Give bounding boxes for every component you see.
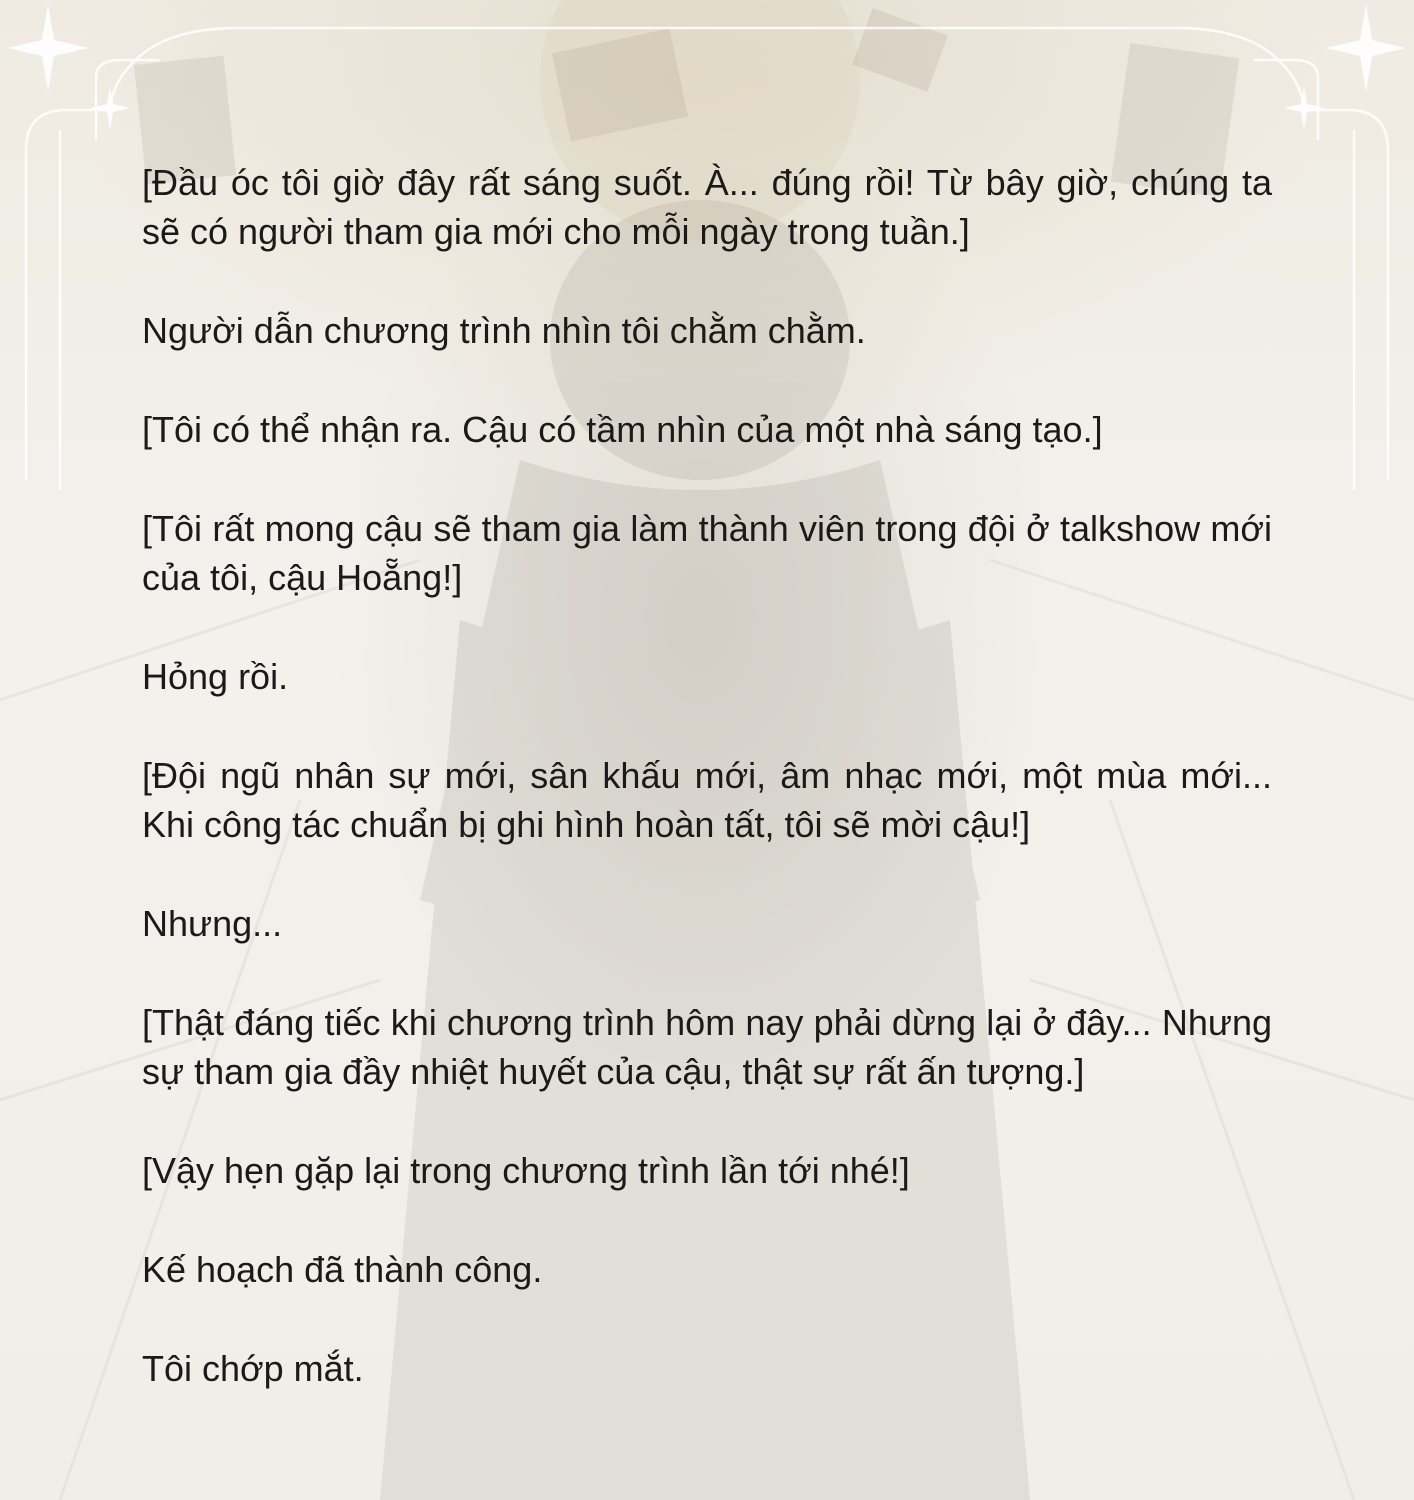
paragraph: [Vậy hẹn gặp lại trong chương trình lần tới nhé!] xyxy=(142,1150,910,1191)
paragraph: Người dẫn chương trình nhìn tôi chằm chằm. xyxy=(142,310,866,351)
paragraph: Nhưng... xyxy=(142,903,283,944)
paragraph: Tôi chớp mắt. xyxy=(142,1348,364,1389)
paragraph: Kế hoạch đã thành công. xyxy=(142,1249,543,1290)
paragraph: [Tôi rất mong cậu sẽ tham gia làm thành viên trong đội ở talkshow mới của tôi, cậu Hoẵng!] xyxy=(142,508,1272,598)
paragraph: [Đội ngũ nhân sự mới, sân khấu mới, âm nhạc mới, một mùa mới... Khi công tác chuẩn bị ghi hình hoàn tất, tôi sẽ mời cậu!] xyxy=(142,755,1272,845)
paragraph: [Đầu óc tôi giờ đây rất sáng suốt. À... đúng rồi! Từ bây giờ, chúng ta sẽ có người tham gia mới cho mỗi ngày trong tuần.] xyxy=(142,162,1272,252)
paragraph: [Tôi có thể nhận ra. Cậu có tầm nhìn của một nhà sáng tạo.] xyxy=(142,409,1103,450)
paragraph: Hỏng rồi. xyxy=(142,656,289,697)
story-text xyxy=(142,158,1272,1393)
paragraph: [Thật đáng tiếc khi chương trình hôm nay phải dừng lại ở đây... Nhưng sự tham gia đầy nhiệt huyết của cậu, thật sự rất ấn tượng.] xyxy=(142,1002,1272,1092)
